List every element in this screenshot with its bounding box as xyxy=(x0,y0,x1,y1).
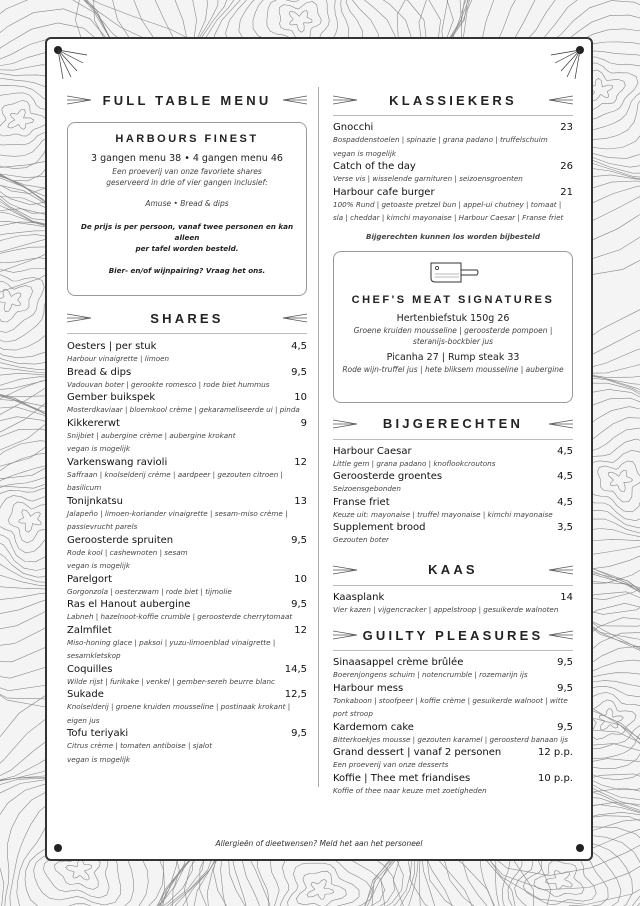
item-price: 14,5 xyxy=(284,663,307,675)
item-name: Ras el Hanout aubergine xyxy=(67,599,191,610)
item-name: Geroosterde groentes xyxy=(333,471,443,482)
menu-item-row xyxy=(333,657,573,668)
menu-item xyxy=(67,599,307,624)
item-name: Varkenswang ravioli xyxy=(67,456,168,468)
item-price: 9,5 xyxy=(557,721,573,733)
item-price: 4,5 xyxy=(291,341,307,352)
item-name: Kaasplank xyxy=(333,591,385,603)
box-title: CHEF'S MEAT SIGNATURES xyxy=(351,293,555,306)
item-description: Rode kool | cashewnoten | sesam xyxy=(67,547,188,557)
item-name: Harbour Caesar xyxy=(333,445,412,457)
menu-item xyxy=(333,522,573,547)
contour-line xyxy=(296,871,346,906)
menu-item xyxy=(67,418,307,456)
menu-item xyxy=(333,187,573,225)
set-menu-prices xyxy=(68,153,306,164)
menu-item xyxy=(333,722,573,747)
menu-item-row xyxy=(67,599,307,610)
set-menu-4: 4 gangen menu xyxy=(192,153,268,164)
item-description: Boerenjongens schuim | notencrumble | rozemarijn ijs xyxy=(333,670,528,679)
line-ornament-icon xyxy=(333,628,357,642)
menu-item-row xyxy=(333,592,573,603)
menu-item-row xyxy=(67,664,307,675)
item-description: eigen jus xyxy=(67,715,100,725)
menu-item-row xyxy=(67,535,307,546)
line-ornament-icon xyxy=(549,93,573,107)
guilty-title: GUILTY PLEASURES xyxy=(362,627,544,643)
item-price: 21 xyxy=(560,186,573,198)
description: Een proeverij van onze favoriete shares xyxy=(112,167,262,176)
menu-item xyxy=(67,689,307,727)
menu-item-row xyxy=(67,457,307,468)
menu-item xyxy=(333,471,573,496)
menu-item xyxy=(333,122,573,160)
menu-item xyxy=(67,457,307,495)
item-description: Vier kazen | vijgencracker | appelstroop | gesuikerde walnoten xyxy=(333,604,559,614)
contour-line xyxy=(287,863,359,906)
line-ornament-icon xyxy=(67,311,91,325)
item-description: Verse vis | wisselende garnituren | seizoensgroenten xyxy=(333,174,523,183)
item-price: 9,5 xyxy=(291,728,307,739)
menu-item xyxy=(333,657,573,682)
item-description: Gorgonzola | oesterzwam | rode biet | tijmolie xyxy=(67,586,232,596)
item-description: Harbour vinaigrette | limoen xyxy=(67,354,170,363)
item-name: Grand dessert | vanaf 2 personen xyxy=(333,747,502,758)
item-name: Catch of the day xyxy=(333,161,416,172)
amuse-text: Amuse • Bread & dips xyxy=(145,199,229,208)
section-header xyxy=(67,307,307,329)
item-description: Een proeverij van onze desserts xyxy=(333,760,449,769)
harbours-finest-box xyxy=(67,122,307,296)
shares-title: SHARES xyxy=(150,310,224,326)
right-column xyxy=(333,39,573,797)
item-description: vegan is mogelijk xyxy=(67,754,131,764)
item-name: Harbour mess xyxy=(333,682,404,694)
item-name: Tofu teriyaki xyxy=(67,728,129,739)
item-description: Bospaddenstoelen | spinazie | grana padano | truffelschuim xyxy=(333,135,548,144)
description: geserveerd in drie of vier gangen inclusief: xyxy=(106,178,268,187)
item-description: 100% Rund | getoaste pretzel bun | appel-ui chutney | tomaat | xyxy=(333,199,562,209)
menu-item xyxy=(67,625,307,663)
item-name: Zalmfilet xyxy=(67,624,112,636)
menu-item-row xyxy=(67,367,307,378)
kaas-list xyxy=(333,592,573,617)
menu-item xyxy=(67,535,307,573)
item-name: Franse friet xyxy=(333,496,390,508)
item-name: Parelgort xyxy=(67,573,113,585)
item-description: Labneh | hazelnoot-koffie crumble | geroosterde cherrytomaat xyxy=(67,612,293,621)
item-name: Gnocchi xyxy=(333,122,374,133)
section-rule xyxy=(67,333,307,334)
guilty-list xyxy=(333,657,573,797)
item-name: Coquilles xyxy=(67,663,113,675)
contour-line xyxy=(599,709,623,730)
section-header xyxy=(333,624,573,646)
menu-item-row xyxy=(67,341,307,352)
item-name: Kikkererwt xyxy=(67,417,120,429)
menu-item-row xyxy=(333,122,573,133)
menu-item-row xyxy=(333,683,573,694)
item-price: 9,5 xyxy=(557,682,573,694)
item-description: Gezouten boter xyxy=(333,535,389,544)
menu-item-row xyxy=(333,187,573,198)
item-price: 12 p.p. xyxy=(538,747,573,758)
item-description: Koffie of thee naar keuze met zoetigheden xyxy=(333,785,487,795)
item-description: passievrucht parels xyxy=(67,522,138,531)
menu-item-row xyxy=(333,773,573,784)
section-header xyxy=(333,559,573,581)
price-note: De prijs is per persoon, vanaf twee personen en kan alleen xyxy=(80,222,294,242)
menu-item-row xyxy=(333,747,573,758)
menu-item-row xyxy=(333,497,573,508)
set-menu-3-price: 38 xyxy=(169,153,182,164)
column-divider xyxy=(318,87,319,787)
section-header xyxy=(333,89,573,111)
box-title: HARBOURS FINEST xyxy=(115,133,259,145)
line-ornament-icon xyxy=(333,93,357,107)
item-price: 4,5 xyxy=(557,471,573,482)
item-price: 13 xyxy=(294,495,307,507)
chef-signatures-box xyxy=(333,251,573,403)
contour-line xyxy=(546,870,573,889)
description: Rode wijn-truffel jus | hete bliksem mousseline | aubergine xyxy=(342,364,564,374)
item-name: Supplement brood xyxy=(333,522,426,533)
bijgerechten-title: BIJGERECHTEN xyxy=(382,416,524,431)
signature-item: Picanha 27 | Rump steak 33 xyxy=(386,351,520,363)
item-name: Tonijnkatsu xyxy=(67,495,123,507)
item-description: Little gem | grana padano | knoflookcroutons xyxy=(333,458,496,468)
menu-item-row xyxy=(333,722,573,733)
set-menu-4-price: 46 xyxy=(270,153,283,164)
item-description: Miso-honing glace | paksoi | yuzu-limoenblad vinaigrette | xyxy=(67,637,276,647)
bullet: • xyxy=(184,153,190,164)
menu-card xyxy=(45,37,593,861)
menu-item xyxy=(333,773,573,798)
item-price: 12 xyxy=(294,456,307,468)
contour-line xyxy=(289,11,312,33)
menu-item xyxy=(67,728,307,766)
contour-line xyxy=(66,860,92,881)
item-price: 10 xyxy=(294,392,307,403)
price-note: per tafel worden besteld. xyxy=(135,244,239,253)
item-description: Mosterdkaviaar | bloemkool crème | gekarameliseerde ui | pinda xyxy=(67,405,300,414)
menu-item-row xyxy=(333,446,573,457)
description: Groene kruiden mousseline | geroosterde pompoen | xyxy=(353,325,553,335)
menu-item-row xyxy=(67,689,307,700)
menu-item xyxy=(333,446,573,471)
item-price: 9,5 xyxy=(557,657,573,668)
item-name: Oesters | per stuk xyxy=(67,341,157,352)
menu-item xyxy=(67,574,307,599)
contour-line xyxy=(8,109,34,129)
cleaver-icon xyxy=(425,260,481,286)
menu-item-row xyxy=(333,161,573,172)
item-description: Saffraan | knolselderij crème | aardpeer | gezouten citroen | xyxy=(67,469,283,479)
shares-list xyxy=(67,341,307,766)
item-name: Bread & dips xyxy=(67,366,132,378)
menu-item xyxy=(67,392,307,417)
left-column xyxy=(67,39,307,766)
item-price: 4,5 xyxy=(557,445,573,457)
item-price: 14 xyxy=(560,591,573,603)
contour-line xyxy=(598,461,640,502)
item-description: sesamkletskop xyxy=(67,651,121,660)
item-description: vegan is mogelijk xyxy=(333,148,397,158)
item-price: 23 xyxy=(560,122,573,133)
menu-item xyxy=(67,496,307,534)
section-rule xyxy=(333,585,573,586)
item-price: 9 xyxy=(300,417,307,429)
menu-item xyxy=(67,367,307,392)
menu-item xyxy=(67,664,307,689)
item-description: vegan is mogelijk xyxy=(67,444,131,453)
section-header xyxy=(67,89,307,111)
item-price: 9,5 xyxy=(291,534,307,546)
item-description: Seizoensgebonden xyxy=(333,484,401,493)
item-price: 9,5 xyxy=(291,599,307,610)
kaas-title: KAAS xyxy=(428,562,478,577)
item-description: Citrus crème | tomaten antiboise | sjalot xyxy=(67,741,213,750)
contour-line xyxy=(19,510,41,533)
menu-item-row xyxy=(67,418,307,429)
menu-item xyxy=(67,341,307,366)
item-name: Gember buikspek xyxy=(67,392,156,403)
contour-line xyxy=(0,281,33,322)
line-ornament-icon xyxy=(549,417,573,431)
allergy-footer: Allergieën of dieetwensen? Meld het aan het personeel xyxy=(215,839,423,848)
item-name: Sukade xyxy=(67,689,104,700)
contour-line xyxy=(0,100,47,136)
klassiekers-title: KLASSIEKERS xyxy=(389,92,517,108)
item-description: Keuze uit: mayonaise | truffel mayonaise | kimchi mayonaise xyxy=(333,509,553,519)
line-ornament-icon xyxy=(549,628,573,642)
item-description: vegan is mogelijk xyxy=(67,561,131,570)
menu-item xyxy=(333,747,573,772)
item-price: 12 xyxy=(294,624,307,636)
item-description: port stroop xyxy=(333,709,373,718)
menu-item-row xyxy=(67,392,307,403)
menu-item-row xyxy=(333,471,573,482)
line-ornament-icon xyxy=(333,417,357,431)
item-description: Knolselderij | groene kruiden mousseline | postinaak krokant | xyxy=(67,702,291,711)
contour-line xyxy=(307,879,334,899)
menu-item-row xyxy=(333,522,573,533)
menu-item xyxy=(333,161,573,186)
item-price: 26 xyxy=(560,161,573,172)
item-description: Tonkaboon | stoofpeer | koffie crème | gesuikerde walnoot | witte xyxy=(333,695,568,705)
item-price: 4,5 xyxy=(557,496,573,508)
menu-item xyxy=(333,683,573,721)
item-name: Geroosterde spruiten xyxy=(67,534,174,546)
section-rule xyxy=(333,115,573,116)
item-description: Wilde rijst | furikake | venkel | gember-sereh beurre blanc xyxy=(67,676,275,686)
side-note: Bijgerechten kunnen los worden bijbesteld xyxy=(365,231,540,241)
menu-title: FULL TABLE MENU xyxy=(102,92,272,108)
item-name: Sinaasappel crème brûlée xyxy=(333,657,464,668)
description: steranijs-bockbier jus xyxy=(412,336,494,346)
item-description: sla | cheddar | kimchi mayonaise | Harbour Caesar | Franse friet xyxy=(333,213,564,222)
item-description: Jalapeño | limoen-koriander vinaigrette | sesam-miso crème | xyxy=(67,508,288,518)
set-menu-3: 3 gangen menu xyxy=(91,153,167,164)
item-name: Harbour cafe burger xyxy=(333,186,435,198)
section-header xyxy=(333,413,573,435)
section-rule xyxy=(333,439,573,440)
menu-item-row xyxy=(67,574,307,585)
bijgerechten-list xyxy=(333,446,573,547)
item-price: 10 p.p. xyxy=(538,772,573,784)
line-ornament-icon xyxy=(549,563,573,577)
item-price: 9,5 xyxy=(291,366,307,378)
klassiekers-list xyxy=(333,122,573,225)
item-description: Vadouvan boter | gerookte romesco | rode biet hummus xyxy=(67,379,270,389)
item-price: 10 xyxy=(294,573,307,585)
menu-item-row xyxy=(67,496,307,507)
item-description: basilicum xyxy=(67,483,102,492)
signature-item: Hertenbiefstuk 150g 26 xyxy=(396,312,510,324)
contour-line xyxy=(280,854,372,906)
menu-item xyxy=(333,592,573,617)
contour-line xyxy=(608,470,632,491)
item-name: Koffie | Thee met friandises xyxy=(333,772,471,784)
menu-item-row xyxy=(67,625,307,636)
item-description: Snijbiet | aubergine crème | aubergine krokant xyxy=(67,430,236,440)
line-ornament-icon xyxy=(283,93,307,107)
line-ornament-icon xyxy=(67,93,91,107)
item-name: Kardemom cake xyxy=(333,721,414,733)
menu-item-row xyxy=(67,728,307,739)
section-rule xyxy=(333,650,573,651)
contour-line xyxy=(0,289,21,312)
item-price: 3,5 xyxy=(557,522,573,533)
item-price: 12,5 xyxy=(284,689,307,700)
pairing-note: Bier- en/of wijnpairing? Vraag het ons. xyxy=(108,266,266,275)
item-description: Bitterkoekjes mousse | gezouten karamel | geroosterd banaan ijs xyxy=(333,734,568,744)
line-ornament-icon xyxy=(333,563,357,577)
menu-item xyxy=(333,497,573,522)
line-ornament-icon xyxy=(283,311,307,325)
